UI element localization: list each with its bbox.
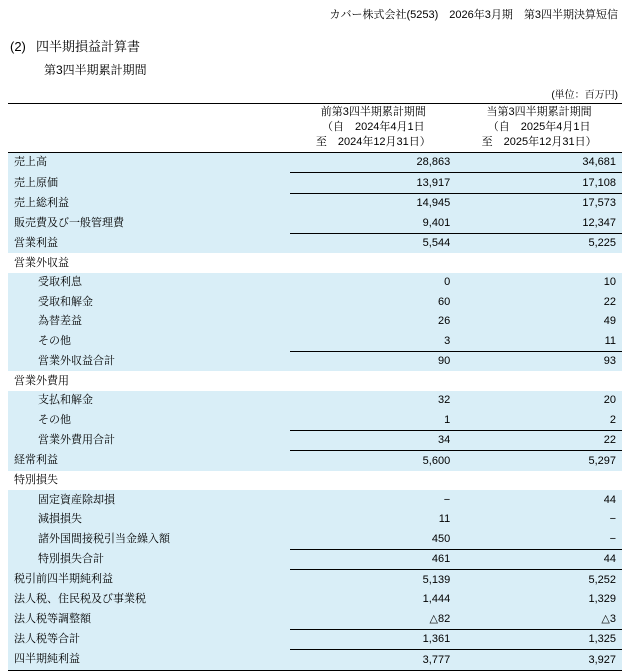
row-value-prev	[290, 253, 456, 273]
row-label: 売上原価	[8, 173, 290, 194]
row-label: 諸外国間接税引当金繰入額	[8, 529, 290, 549]
row-value-current: 11	[456, 331, 622, 351]
row-value-prev: 9,401	[290, 213, 456, 233]
page-header: カバー株式会社(5253) 2026年3月期 第3四半期決算短信	[329, 9, 618, 21]
row-label: 法人税等調整額	[8, 609, 290, 629]
table-row	[8, 490, 622, 510]
table-row	[8, 430, 622, 451]
table-row	[8, 351, 622, 371]
row-label: 四半期純利益	[8, 650, 290, 671]
row-value-prev: 5,544	[290, 233, 456, 253]
row-value-prev: 28,863	[290, 152, 456, 173]
table-row	[8, 510, 622, 530]
row-value-current: 3,927	[456, 650, 622, 671]
row-value-current	[456, 253, 622, 273]
table-row	[8, 173, 622, 194]
row-value-current: 12,347	[456, 213, 622, 233]
row-label: 営業外収益合計	[8, 351, 290, 371]
table-row	[8, 152, 622, 173]
row-value-prev: 461	[290, 549, 456, 570]
row-label: 営業外費用合計	[8, 430, 290, 451]
row-value-current: 22	[456, 430, 622, 451]
row-value-prev: 1,444	[290, 590, 456, 610]
row-label: 特別損失	[8, 471, 290, 491]
col-cur-line2: （自 2025年4月1日	[487, 120, 591, 133]
row-value-current	[456, 371, 622, 391]
row-value-prev: 1	[290, 410, 456, 430]
row-value-prev: −	[290, 490, 456, 510]
table-row	[8, 213, 622, 233]
row-value-prev: 14,945	[290, 193, 456, 213]
row-value-prev: △82	[290, 609, 456, 629]
table-row	[8, 391, 622, 411]
row-label: 法人税、住民税及び事業税	[8, 590, 290, 610]
row-value-prev	[290, 471, 456, 491]
row-label: 売上総利益	[8, 193, 290, 213]
row-value-prev: 13,917	[290, 173, 456, 194]
col-prev-line2: （自 2024年4月1日	[321, 120, 425, 133]
section-title	[8, 36, 622, 55]
row-value-prev: 1,361	[290, 629, 456, 650]
row-value-prev: 32	[290, 391, 456, 411]
row-label: 法人税等合計	[8, 629, 290, 650]
table-row	[8, 629, 622, 650]
row-value-prev	[290, 371, 456, 391]
row-value-prev: 0	[290, 273, 456, 293]
row-value-prev: 3,777	[290, 650, 456, 671]
table-row	[8, 609, 622, 629]
row-value-current: 22	[456, 292, 622, 312]
row-label: 受取和解金	[8, 292, 290, 312]
column-header-prev-period	[290, 104, 456, 153]
row-value-current: 1,325	[456, 629, 622, 650]
table-row	[8, 233, 622, 253]
table-row	[8, 273, 622, 293]
table-row	[8, 471, 622, 491]
row-label: 経常利益	[8, 451, 290, 471]
column-header-current-period	[456, 104, 622, 153]
col-prev-line3: 至 2024年12月31日）	[315, 135, 431, 148]
row-value-prev: 3	[290, 331, 456, 351]
row-label: 為替差益	[8, 312, 290, 332]
row-value-current: 17,573	[456, 193, 622, 213]
section-title-text: 四半期損益計算書	[36, 39, 141, 54]
row-label: その他	[8, 331, 290, 351]
row-value-current	[456, 471, 622, 491]
row-value-prev: 60	[290, 292, 456, 312]
unit-note: (単位：百万円)	[551, 90, 618, 101]
table-row	[8, 650, 622, 671]
row-label: 固定資産除却損	[8, 490, 290, 510]
row-value-prev: 5,139	[290, 570, 456, 590]
table-row	[8, 570, 622, 590]
column-header-label	[8, 104, 290, 153]
table-header-row	[8, 104, 622, 153]
row-label: 営業外費用	[8, 371, 290, 391]
row-value-prev: 90	[290, 351, 456, 371]
row-label: その他	[8, 410, 290, 430]
row-value-prev: 450	[290, 529, 456, 549]
row-value-current: 49	[456, 312, 622, 332]
row-value-current: △3	[456, 609, 622, 629]
row-value-prev: 26	[290, 312, 456, 332]
row-value-current: −	[456, 529, 622, 549]
row-label: 営業外収益	[8, 253, 290, 273]
col-cur-line1: 当第3四半期累計期間	[486, 106, 592, 118]
row-value-current: 5,297	[456, 451, 622, 471]
row-value-current: 44	[456, 490, 622, 510]
row-value-prev: 5,600	[290, 451, 456, 471]
col-cur-line3: 至 2025年12月31日）	[481, 135, 597, 148]
table-head	[8, 104, 622, 153]
row-value-current: 1,329	[456, 590, 622, 610]
row-label: 支払和解金	[8, 391, 290, 411]
table-row	[8, 312, 622, 332]
row-label: 特別損失合計	[8, 549, 290, 570]
row-value-current: 20	[456, 391, 622, 411]
row-value-current: 44	[456, 549, 622, 570]
col-prev-line1: 前第3四半期累計期間	[320, 106, 426, 118]
row-value-prev: 11	[290, 510, 456, 530]
row-value-current: 17,108	[456, 173, 622, 194]
row-value-current: 5,225	[456, 233, 622, 253]
row-value-current: 34,681	[456, 152, 622, 173]
table-row	[8, 331, 622, 351]
table-row	[8, 292, 622, 312]
row-value-current: 10	[456, 273, 622, 293]
table-row	[8, 193, 622, 213]
row-label: 営業利益	[8, 233, 290, 253]
row-label: 売上高	[8, 152, 290, 173]
row-value-prev: 34	[290, 430, 456, 451]
row-value-current: 93	[456, 351, 622, 371]
table-row	[8, 451, 622, 471]
table-row	[8, 253, 622, 273]
income-statement-table	[8, 103, 622, 671]
row-value-current: −	[456, 510, 622, 530]
table-body	[8, 152, 622, 670]
row-value-current: 5,252	[456, 570, 622, 590]
table-row	[8, 590, 622, 610]
section-number: (2)	[10, 39, 26, 54]
row-label: 減損損失	[8, 510, 290, 530]
row-label: 販売費及び一般管理費	[8, 213, 290, 233]
table-row	[8, 549, 622, 570]
table-row	[8, 529, 622, 549]
section-subtitle: 第3四半期累計期間	[44, 63, 147, 77]
row-label: 税引前四半期純利益	[8, 570, 290, 590]
table-row	[8, 371, 622, 391]
row-value-current: 2	[456, 410, 622, 430]
row-label: 受取利息	[8, 273, 290, 293]
table-row	[8, 410, 622, 430]
